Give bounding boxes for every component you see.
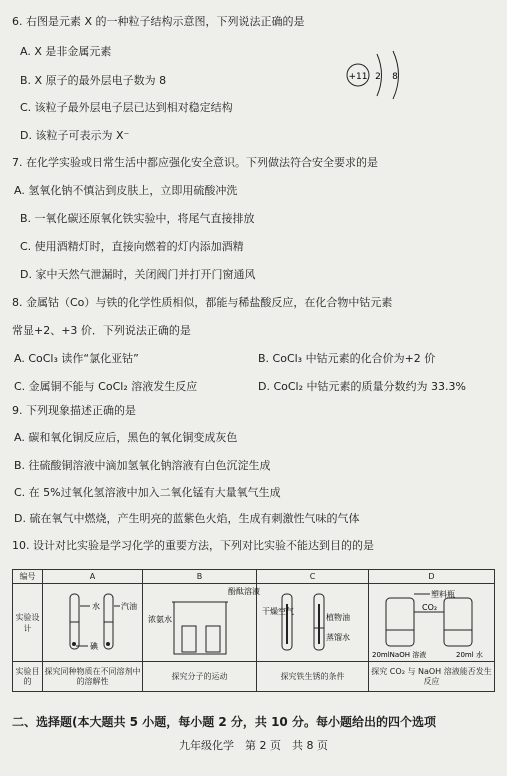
label-phenolphthalein: 酚酞溶液 (227, 587, 260, 596)
q6-option-b: B. X 原子的最外层电子数为 8 (20, 74, 167, 87)
q6-option-c: C. 该粒子最外层电子层已达到相对稳定结构 (20, 101, 233, 114)
label-gasoline: 汽油 (120, 602, 137, 611)
label-iodine: 碘 (89, 642, 98, 651)
q8-option-a: A. CoCl₃ 读作“氯化亚钴” (14, 352, 139, 365)
q7-option-c: C. 使用酒精灯时，直接向燃着的灯内添加酒精 (20, 240, 244, 253)
experiment-a-figure (44, 584, 142, 659)
label-distilled-water: 蒸馏水 (325, 633, 350, 642)
table-header-row (13, 570, 495, 584)
section-two-heading: 二、选择题(本大题共 5 小题，每小题 2 分，共 10 分。每小题给出的四个选项 (12, 715, 436, 729)
q8-option-d: D. CoCl₂ 中钴元素的质量分数约为 33.3% (258, 380, 466, 393)
q9-option-d: D. 硫在氧气中燃烧，产生明亮的蓝紫色火焰，生成有刺激性气味的气体 (14, 512, 360, 525)
q9-option-b: B. 往硫酸铜溶液中滴加氢氧化钠溶液有白色沉淀生成 (14, 459, 271, 472)
atom-nucleus-label: +11 (348, 72, 368, 82)
q9-option-a: A. 碳和氧化铜反应后，黑色的氧化铜变成灰色 (14, 431, 238, 444)
label-co2: CO₂ (421, 603, 437, 612)
header-d: D (369, 570, 495, 584)
header-b: B (143, 570, 257, 584)
label-water: 水 (91, 602, 100, 611)
q7-stem: 7. 在化学实验或日常生活中都应强化安全意识。下列做法符合安全要求的是 (12, 156, 378, 169)
q8-option-c: C. 金属铜不能与 CoCl₂ 溶液发生反应 (14, 380, 198, 393)
experiment-c-figure (258, 584, 368, 659)
q9-stem: 9. 下列现象描述正确的是 (12, 404, 136, 417)
goal-b: 探究分子的运动 (143, 662, 257, 692)
q8-stem-line2: 常显+2、+3 价．下列说法正确的是 (12, 324, 191, 337)
experiment-b-cell (143, 584, 260, 662)
goal-a: 探究同种物质在不同溶剂中的溶解性 (43, 662, 143, 692)
header-a: A (43, 570, 143, 584)
label-plastic-bottle: 塑料瓶 (430, 590, 455, 599)
q7-option-b: B. 一氧化碳还原氧化铁实验中，将尾气直接排放 (20, 212, 255, 225)
goal-d: 探究 CO₂ 与 NaOH 溶液能否发生反应 (369, 662, 495, 692)
experiment-a-cell (43, 584, 143, 662)
q7-option-a: A. 氢氧化钠不慎沾到皮肤上，立即用硫酸冲洗 (14, 184, 238, 197)
table-row-goal (13, 662, 495, 692)
q6-option-d: D. 该粒子可表示为 X⁻ (20, 129, 130, 142)
label-vegetable-oil: 植物油 (325, 613, 350, 622)
header-c: C (257, 570, 369, 584)
atom-structure-diagram (343, 46, 413, 106)
label-conc-ammonia: 浓氨水 (147, 615, 172, 624)
label-dry-air: 干燥空气 (261, 607, 294, 616)
experiment-d-figure (370, 584, 494, 659)
shell2-electrons: 8 (392, 72, 398, 82)
label-naoh-solution: 20mlNaOH 溶液 (371, 651, 426, 659)
q9-option-c: C. 在 5%过氧化氢溶液中加入二氧化锰有大量氧气生成 (14, 486, 281, 499)
experiment-c-cell (257, 584, 369, 662)
header-number: 编号 (13, 570, 43, 584)
experiment-b-figure (144, 584, 260, 659)
q6-stem: 6. 右图是元素 X 的一种粒子结构示意图，下列说法正确的是 (12, 15, 305, 28)
q8-option-b: B. CoCl₃ 中钴元素的化合价为+2 价 (258, 352, 436, 365)
experiment-table (12, 569, 495, 692)
row-label-goal: 实验目的 (13, 662, 43, 692)
experiment-d-cell (369, 584, 495, 662)
q7-option-d: D. 家中天然气泄漏时，关闭阀门并打开门窗通风 (20, 268, 256, 281)
table-row-design (13, 584, 495, 662)
label-water-20ml: 20ml 水 (455, 651, 483, 659)
goal-c: 探究铁生锈的条件 (257, 662, 369, 692)
page-footer: 九年级化学 第 2 页 共 8 页 (179, 739, 328, 752)
q8-stem-line1: 8. 金属钴（Co）与铁的化学性质相似，都能与稀盐酸反应，在化合物中钴元素 (12, 296, 393, 309)
row-label-design: 实验设计 (13, 584, 43, 662)
q10-stem: 10. 设计对比实验是学习化学的重要方法，下列对比实验不能达到目的的是 (12, 539, 374, 552)
q6-option-a: A. X 是非金属元素 (20, 45, 112, 58)
shell1-electrons: 2 (375, 72, 381, 82)
